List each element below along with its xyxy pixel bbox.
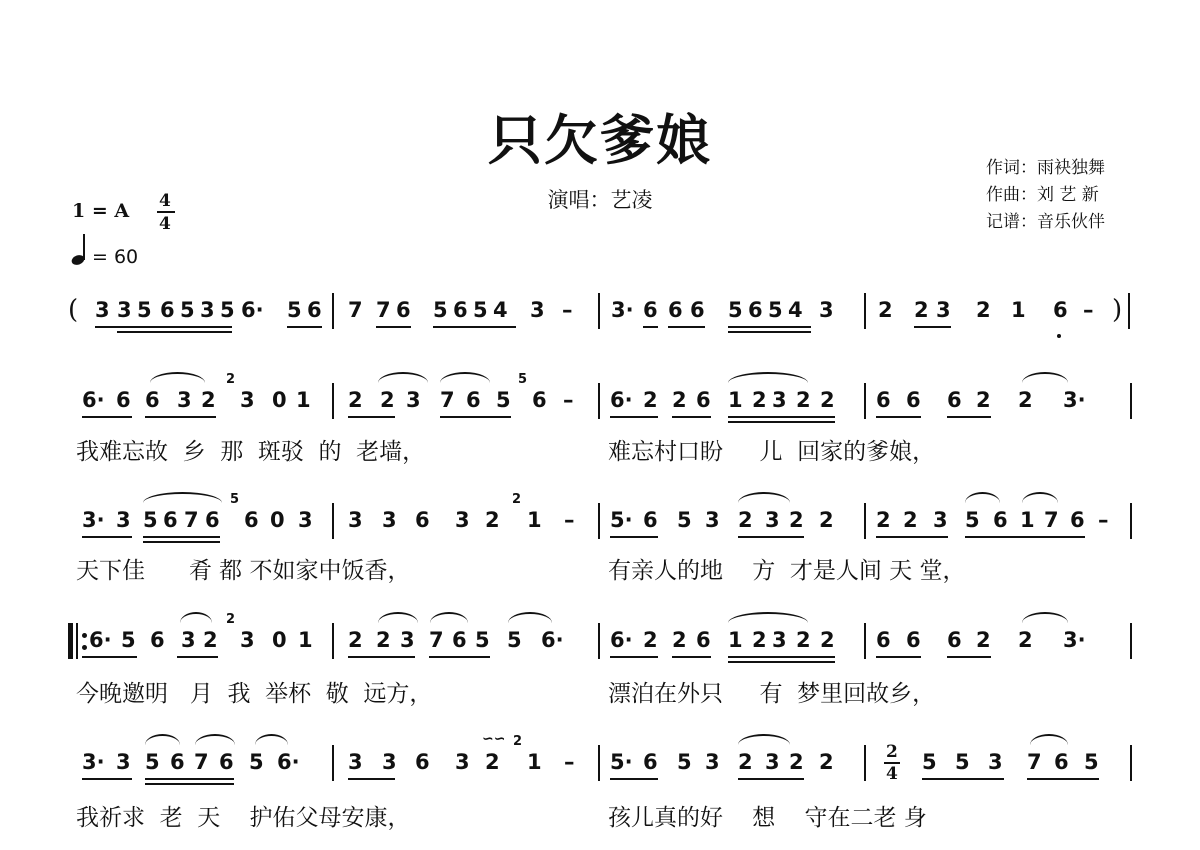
bar-line	[1130, 623, 1132, 659]
note: 3	[382, 508, 397, 532]
eighth-beam	[610, 778, 658, 780]
note: 6	[116, 388, 131, 412]
note: 3	[382, 750, 397, 774]
note: –	[562, 298, 573, 322]
repeat-dot	[82, 645, 87, 650]
eighth-beam	[947, 656, 991, 658]
open-paren: (	[68, 295, 79, 325]
grace-note: 5	[518, 372, 528, 387]
note: 2	[903, 508, 918, 532]
note: 3	[200, 298, 215, 322]
note: 7	[440, 388, 455, 412]
note: 5	[768, 298, 783, 322]
meter-top: 2	[886, 742, 898, 762]
eighth-beam	[728, 326, 811, 328]
note: 3	[181, 628, 196, 652]
note: 5	[145, 750, 160, 774]
slur	[255, 734, 288, 745]
note: 5	[496, 388, 511, 412]
note: 5	[955, 750, 970, 774]
note: 2	[752, 388, 767, 412]
eighth-beam	[672, 656, 711, 658]
bar-line	[332, 503, 334, 539]
note: 5	[473, 298, 488, 322]
slur	[180, 612, 212, 623]
note: 5	[728, 298, 743, 322]
note: 3	[819, 298, 834, 322]
note: 3·	[82, 508, 105, 532]
note: 7	[1027, 750, 1042, 774]
grace-note: 2	[226, 372, 236, 387]
note: 6	[219, 750, 234, 774]
slur	[1030, 734, 1068, 745]
note: 2	[876, 508, 891, 532]
note: 2	[738, 750, 753, 774]
note: 3	[240, 628, 255, 652]
note: 2	[976, 298, 991, 322]
bar-line	[864, 623, 866, 659]
note: 1	[527, 508, 542, 532]
slur	[728, 372, 808, 383]
eighth-beam	[177, 656, 218, 658]
lyric-line-right: 漂泊在外只 有 梦里回故乡，	[608, 681, 936, 707]
slur	[1022, 492, 1058, 503]
note: 2	[796, 388, 811, 412]
sixteenth-beam	[143, 541, 220, 543]
note: 0	[272, 388, 287, 412]
eighth-beam	[143, 536, 220, 538]
note: 5	[249, 750, 264, 774]
eighth-beam	[82, 536, 132, 538]
note: 5	[433, 298, 448, 322]
note: 3	[117, 298, 132, 322]
note: 6	[993, 508, 1008, 532]
note: 5	[677, 508, 692, 532]
meter-bottom: 4	[159, 214, 171, 234]
bar-line	[1130, 503, 1132, 539]
eighth-beam	[728, 656, 835, 658]
bar-line	[332, 745, 334, 781]
repeat-start-thin	[76, 623, 78, 659]
note: 3	[772, 388, 787, 412]
note: 5	[121, 628, 136, 652]
note: 3	[400, 628, 415, 652]
note: 3	[348, 750, 363, 774]
bar-line	[598, 293, 600, 329]
note: 3	[348, 508, 363, 532]
bar-line	[864, 293, 866, 329]
note: 3	[116, 750, 131, 774]
lyric-line-left: 我祈求 老 天 护佑父母安康，	[76, 805, 411, 831]
note: 1	[1020, 508, 1035, 532]
slur	[1022, 612, 1068, 623]
note: 6	[396, 298, 411, 322]
note: 2	[203, 628, 218, 652]
meter-top: 4	[159, 191, 171, 211]
slur	[728, 612, 808, 623]
note: –	[564, 750, 575, 774]
note: 2	[672, 388, 687, 412]
note: 6	[163, 508, 178, 532]
eighth-beam	[728, 416, 835, 418]
note: 6	[145, 388, 160, 412]
note: 3	[772, 628, 787, 652]
note: 6	[415, 508, 430, 532]
note: 0	[272, 628, 287, 652]
note: 5	[507, 628, 522, 652]
bar-line	[332, 293, 334, 329]
note: 2	[1018, 628, 1033, 652]
note: 6	[668, 298, 683, 322]
note: 6	[170, 750, 185, 774]
note: 3·	[611, 298, 634, 322]
note: 3	[455, 750, 470, 774]
note: 6	[415, 750, 430, 774]
note: 6	[452, 628, 467, 652]
note: 6	[690, 298, 705, 322]
eighth-beam	[1027, 778, 1099, 780]
eighth-beam	[668, 326, 705, 328]
note: 1	[728, 388, 743, 412]
note: 2	[485, 750, 500, 774]
slur	[738, 734, 790, 745]
note: 6	[532, 388, 547, 412]
transcriber-credit: 记谱：音乐伙伴	[986, 212, 1105, 232]
note: 3·	[1063, 628, 1086, 652]
note: 6	[906, 388, 921, 412]
note: 5	[677, 750, 692, 774]
note: 5	[220, 298, 235, 322]
bar-line	[598, 383, 600, 419]
note: 3	[705, 750, 720, 774]
note: 5	[137, 298, 152, 322]
bar-line	[864, 745, 866, 781]
mordent-mark: ∽∽	[482, 731, 506, 747]
grace-note: 2	[513, 734, 523, 749]
eighth-beam	[287, 326, 322, 328]
note: 4	[788, 298, 803, 322]
note: 6	[1053, 298, 1068, 322]
composer-credit: 作曲：刘 艺 新	[986, 185, 1099, 205]
eighth-beam	[947, 416, 991, 418]
note: 2	[380, 388, 395, 412]
slur	[145, 734, 180, 745]
grace-note: 2	[226, 612, 236, 627]
note: 6	[696, 628, 711, 652]
eighth-beam	[876, 416, 921, 418]
note: –	[1083, 298, 1094, 322]
repeat-start-thick	[68, 623, 73, 659]
quarter-note-icon	[70, 232, 92, 270]
eighth-beam	[348, 778, 395, 780]
eighth-beam	[672, 416, 711, 418]
eighth-beam	[429, 656, 490, 658]
note: 3	[765, 750, 780, 774]
note: 5	[965, 508, 980, 532]
note: 6·	[241, 298, 264, 322]
note: 2	[819, 508, 834, 532]
bar-line	[1130, 745, 1132, 781]
note: 3	[765, 508, 780, 532]
bar-line	[1130, 383, 1132, 419]
note: 2	[643, 628, 658, 652]
note: 2	[976, 388, 991, 412]
lyric-line-left: 我难忘故 乡 那 斑驳 的 老墙，	[76, 439, 426, 465]
note: 7	[194, 750, 209, 774]
note: 3	[705, 508, 720, 532]
eighth-beam	[610, 536, 658, 538]
note: 3	[933, 508, 948, 532]
slur	[143, 492, 222, 503]
note: 2	[789, 750, 804, 774]
slur	[150, 372, 205, 383]
note: 7	[429, 628, 444, 652]
note: 1	[728, 628, 743, 652]
eighth-beam	[376, 326, 411, 328]
bar-line	[332, 623, 334, 659]
note: 5	[287, 298, 302, 322]
note: 2	[738, 508, 753, 532]
eighth-beam	[914, 326, 951, 328]
note: 1	[298, 628, 313, 652]
note: 3	[95, 298, 110, 322]
note: 6·	[610, 388, 633, 412]
note: 2	[376, 628, 391, 652]
note: 2	[672, 628, 687, 652]
slur	[440, 372, 490, 383]
lyric-line-right: 难忘村口盼 儿 回家的爹娘，	[608, 439, 936, 465]
note: 6	[876, 628, 891, 652]
note: 1	[296, 388, 311, 412]
close-paren: )	[1112, 295, 1123, 325]
eighth-beam	[876, 656, 921, 658]
tempo-marking: = 60	[92, 246, 139, 268]
note: 6	[947, 388, 962, 412]
note: 7	[376, 298, 391, 322]
note: 2	[820, 388, 835, 412]
note: 2	[485, 508, 500, 532]
note: 5·	[610, 508, 633, 532]
slur	[738, 492, 790, 503]
bar-line	[598, 745, 600, 781]
eighth-beam	[965, 536, 1085, 538]
note: 5	[143, 508, 158, 532]
lyric-line-right: 有亲人的地 方 才是人间 天 堂，	[608, 558, 966, 584]
note: 6	[696, 388, 711, 412]
meter-line	[157, 211, 175, 213]
key-signature: 1 = A	[72, 200, 130, 222]
note: 6	[160, 298, 175, 322]
note: 2	[348, 388, 363, 412]
bar-line	[598, 503, 600, 539]
note: 6	[748, 298, 763, 322]
eighth-beam	[82, 416, 132, 418]
singer-credit: 演唱：艺凌	[547, 188, 653, 212]
note: 6	[906, 628, 921, 652]
sixteenth-beam	[145, 783, 234, 785]
note: 6·	[541, 628, 564, 652]
note: 6	[466, 388, 481, 412]
sixteenth-beam	[728, 661, 835, 663]
low-octave-dot	[1057, 334, 1061, 338]
grace-note: 5	[230, 492, 240, 507]
slur	[1022, 372, 1068, 383]
note: 3	[530, 298, 545, 322]
note: 6	[1054, 750, 1069, 774]
eighth-beam	[738, 536, 804, 538]
sixteenth-beam	[728, 421, 835, 423]
slur	[195, 734, 235, 745]
note: 6·	[277, 750, 300, 774]
eighth-beam	[82, 778, 132, 780]
note: 6	[643, 298, 658, 322]
bar-line	[864, 503, 866, 539]
note: 6·	[610, 628, 633, 652]
note: 3·	[82, 750, 105, 774]
note: 6	[150, 628, 165, 652]
note: 7	[184, 508, 199, 532]
note: 3	[116, 508, 131, 532]
note: 2	[348, 628, 363, 652]
eighth-beam	[145, 416, 216, 418]
note: 2	[643, 388, 658, 412]
note: 5	[475, 628, 490, 652]
note: 6	[307, 298, 322, 322]
note: 2	[1018, 388, 1033, 412]
eighth-beam	[348, 656, 415, 658]
note: 5·	[610, 750, 633, 774]
note: 2	[201, 388, 216, 412]
note: 2	[820, 628, 835, 652]
eighth-beam	[82, 656, 137, 658]
note: 2	[789, 508, 804, 532]
note: 5	[180, 298, 195, 322]
note: 6	[947, 628, 962, 652]
eighth-beam	[145, 778, 234, 780]
repeat-dot	[82, 633, 87, 638]
note: 3	[298, 508, 313, 532]
sixteenth-beam	[728, 331, 811, 333]
note: 2	[914, 298, 929, 322]
note: 5	[922, 750, 937, 774]
lyricist-credit: 作词：雨袂独舞	[986, 158, 1105, 178]
note: 1	[1011, 298, 1026, 322]
note: 3·	[1063, 388, 1086, 412]
eighth-beam	[610, 416, 658, 418]
note: 6	[205, 508, 220, 532]
note: 3	[936, 298, 951, 322]
eighth-beam	[610, 656, 658, 658]
note: –	[563, 388, 574, 412]
lyric-line-left: 今晚邀明 月 我 举杯 敬 远方，	[76, 681, 433, 707]
note: 6	[244, 508, 259, 532]
note: 2	[752, 628, 767, 652]
slur	[430, 612, 468, 623]
note: 6	[643, 508, 658, 532]
note: –	[1098, 508, 1109, 532]
slur	[965, 492, 1000, 503]
note: 6	[1070, 508, 1085, 532]
lyric-line-right: 孩儿真的好 想 守在二老 身	[608, 805, 927, 831]
note: 6	[453, 298, 468, 322]
eighth-beam	[876, 536, 948, 538]
bar-line	[864, 383, 866, 419]
eighth-beam	[433, 326, 516, 328]
song-title: 只欠爹娘	[488, 108, 712, 172]
slur	[508, 612, 552, 623]
meter-bottom: 4	[886, 764, 898, 784]
note: 2	[976, 628, 991, 652]
eighth-beam	[348, 416, 395, 418]
note: 7	[1044, 508, 1059, 532]
note: 7	[348, 298, 363, 322]
note: 6	[643, 750, 658, 774]
eighth-beam	[922, 778, 1004, 780]
note: 3	[240, 388, 255, 412]
bar-line	[1128, 293, 1130, 329]
note: 3	[177, 388, 192, 412]
slur	[378, 612, 418, 623]
note: 0	[270, 508, 285, 532]
note: –	[564, 508, 575, 532]
note: 3	[455, 508, 470, 532]
eighth-beam	[643, 326, 658, 328]
note: 6	[876, 388, 891, 412]
note: 6·	[82, 388, 105, 412]
note: 5	[1084, 750, 1099, 774]
note: 6·	[89, 628, 112, 652]
slur	[378, 372, 428, 383]
eighth-beam	[738, 778, 804, 780]
eighth-beam	[440, 416, 511, 418]
note: 2	[878, 298, 893, 322]
bar-line	[332, 383, 334, 419]
sixteenth-beam	[160, 331, 232, 333]
note: 2	[819, 750, 834, 774]
eighth-beam	[95, 326, 232, 328]
lyric-line-left: 天下佳 肴 都 不如家中饭香，	[76, 558, 411, 584]
note: 4	[493, 298, 508, 322]
note: 2	[796, 628, 811, 652]
grace-note: 2	[512, 492, 522, 507]
note: 3	[406, 388, 421, 412]
bar-line	[598, 623, 600, 659]
note: 3	[988, 750, 1003, 774]
note: 1	[527, 750, 542, 774]
